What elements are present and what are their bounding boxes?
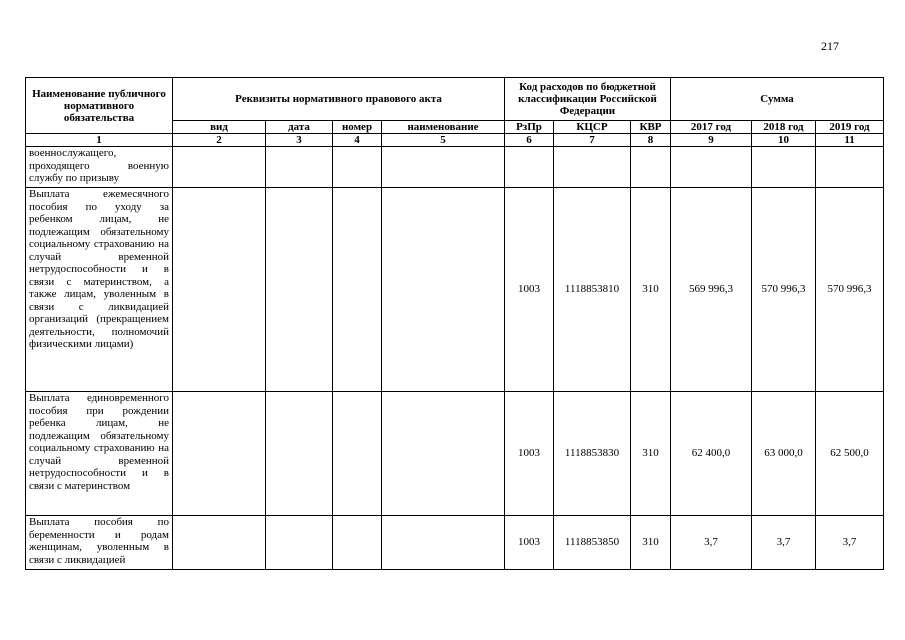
cell-rzpr [505,147,554,188]
obligation-name: военнослужащего, проходящего военную службу по призыву [26,147,173,188]
cell-date [266,392,333,516]
header-name: Наименование публичного нормативного обязательства [26,78,173,134]
cell-2018 [752,147,816,188]
cell-vid [173,516,266,570]
budget-obligations-table [25,77,884,570]
subheader-number: номер [333,121,382,134]
cell-kcsr [554,147,631,188]
header-budget-code: Код расходов по бюджетной классификации Российской Федерации [505,78,671,121]
column-number: 11 [816,134,884,147]
header-requisites: Реквизиты нормативного правового акта [173,78,505,121]
subheader-kcsr: КЦСР [554,121,631,134]
cell-2018: 63 000,0 [752,392,816,516]
cell-kcsr: 1118853830 [554,392,631,516]
subheader-rzpr: РзПр [505,121,554,134]
header-row [26,78,884,121]
cell-2019: 3,7 [816,516,884,570]
subheader-date: дата [266,121,333,134]
page-number: 217 [821,39,839,53]
cell-vid [173,392,266,516]
column-number: 1 [26,134,173,147]
subheader-2018: 2018 год [752,121,816,134]
column-number: 5 [382,134,505,147]
cell-date [266,188,333,392]
cell-title [382,147,505,188]
cell-number [333,392,382,516]
subheader-2019: 2019 год [816,121,884,134]
subheader-title: наименование [382,121,505,134]
cell-2017: 3,7 [671,516,752,570]
column-number: 6 [505,134,554,147]
cell-kvr [631,147,671,188]
subheader-kvr: КВР [631,121,671,134]
cell-kvr: 310 [631,188,671,392]
cell-number [333,147,382,188]
column-number-row [26,134,884,147]
cell-2019 [816,147,884,188]
table-row [26,392,884,516]
table-row [26,188,884,392]
cell-kcsr: 1118853810 [554,188,631,392]
column-number: 8 [631,134,671,147]
column-number: 7 [554,134,631,147]
column-number: 9 [671,134,752,147]
table-row [26,516,884,570]
cell-number [333,188,382,392]
cell-date [266,147,333,188]
header-amount: Сумма [671,78,884,121]
cell-title [382,392,505,516]
subheader-2017: 2017 год [671,121,752,134]
column-number: 4 [333,134,382,147]
table-row [26,147,884,188]
obligation-name: Выплата ежемесячного пособия по уходу за ребенком лицам, не подлежащим обязательному социальному страхованию на случай временной нетрудоспособности и в связи с материнством, а также лицам, уволенным в связи с ликвидацией организаций (прекращением деятельности, полномочий физическими лицами) [26,188,173,392]
cell-2019: 570 996,3 [816,188,884,392]
cell-kvr: 310 [631,516,671,570]
cell-rzpr: 1003 [505,188,554,392]
cell-number [333,516,382,570]
cell-kvr: 310 [631,392,671,516]
cell-title [382,188,505,392]
column-number: 3 [266,134,333,147]
cell-2017: 62 400,0 [671,392,752,516]
subheader-vid: вид [173,121,266,134]
cell-vid [173,188,266,392]
cell-2017 [671,147,752,188]
cell-2019: 62 500,0 [816,392,884,516]
obligation-name: Выплата пособия по беременности и родам женщинам, уволенным в связи с ликвидацией [26,516,173,570]
cell-kcsr: 1118853850 [554,516,631,570]
cell-rzpr: 1003 [505,392,554,516]
cell-2018: 3,7 [752,516,816,570]
cell-2018: 570 996,3 [752,188,816,392]
obligation-name: Выплата единовременного пособия при рождении ребенка лицам, не подлежащим обязательному социальному страхованию на случай временной нетрудоспособности и в связи с материнством [26,392,173,516]
cell-2017: 569 996,3 [671,188,752,392]
cell-rzpr: 1003 [505,516,554,570]
cell-title [382,516,505,570]
cell-date [266,516,333,570]
column-number: 2 [173,134,266,147]
column-number: 10 [752,134,816,147]
cell-vid [173,147,266,188]
